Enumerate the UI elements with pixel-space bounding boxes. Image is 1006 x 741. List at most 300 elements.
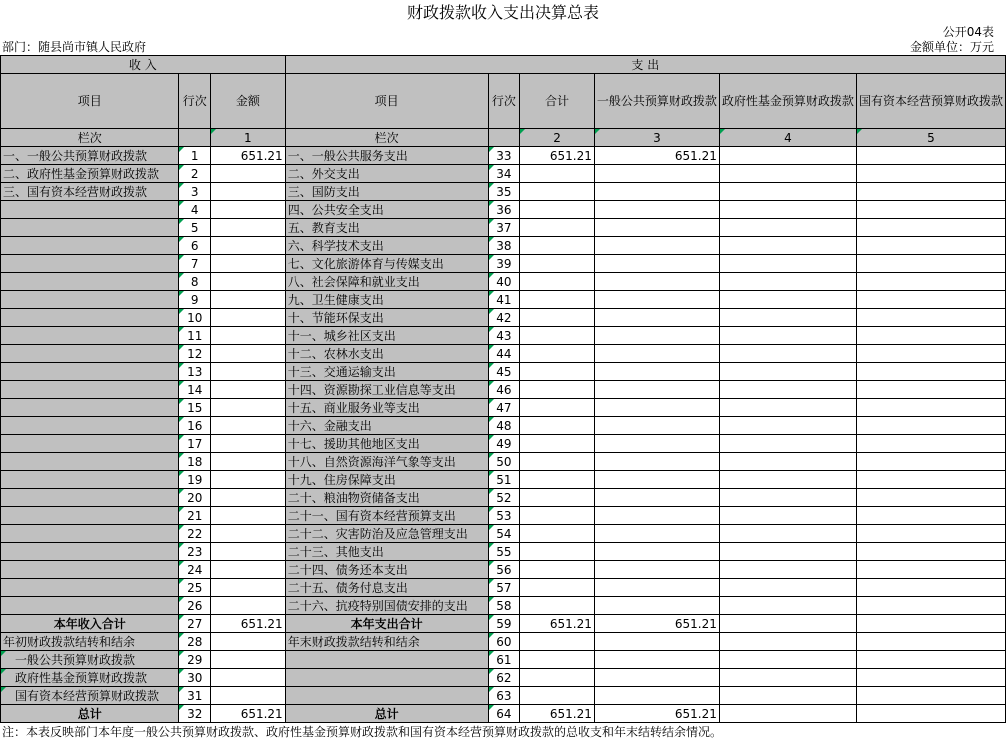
- table-row: [1, 597, 1006, 615]
- expense-row-number: 56: [488, 561, 520, 579]
- income-item-cell: [1, 291, 179, 309]
- income-row-number: 16: [179, 417, 211, 435]
- total-cell: [520, 507, 595, 525]
- state-capital-cell: [856, 237, 1005, 255]
- expense-item-cell: [285, 669, 488, 687]
- income-row-number: 22: [179, 525, 211, 543]
- income-amount-cell: [211, 273, 286, 291]
- unit-label: 金额单位：万元: [909, 40, 994, 54]
- income-amount-cell: [211, 579, 286, 597]
- income-row-number: 4: [179, 201, 211, 219]
- general-budget-cell: [594, 453, 719, 471]
- expense-item-cell: 七、文化旅游体育与传媒支出: [285, 255, 488, 273]
- income-item-cell: [1, 597, 179, 615]
- general-budget-cell: 651.21: [594, 615, 719, 633]
- expense-item-cell: 九、卫生健康支出: [285, 291, 488, 309]
- income-item-cell: [1, 543, 179, 561]
- income-row-number: 31: [179, 687, 211, 705]
- expense-row-number: 50: [488, 453, 520, 471]
- col-income-item: 项目: [1, 74, 179, 129]
- state-capital-cell: [856, 273, 1005, 291]
- expense-item-cell: 二十五、债务付息支出: [285, 579, 488, 597]
- total-cell: [520, 525, 595, 543]
- general-budget-cell: [594, 561, 719, 579]
- total-cell: 651.21: [520, 705, 595, 723]
- general-budget-cell: [594, 651, 719, 669]
- gov-fund-cell: [719, 615, 856, 633]
- state-capital-cell: [856, 705, 1005, 723]
- col-label-blank-1: [179, 129, 211, 147]
- expense-row-number: 34: [488, 165, 520, 183]
- general-budget-cell: [594, 273, 719, 291]
- table-row: [1, 273, 1006, 291]
- state-capital-cell: [856, 309, 1005, 327]
- total-cell: [520, 165, 595, 183]
- gov-fund-cell: [719, 165, 856, 183]
- gov-fund-cell: [719, 255, 856, 273]
- income-amount-cell: [211, 669, 286, 687]
- income-item-cell: [1, 579, 179, 597]
- general-budget-cell: [594, 219, 719, 237]
- income-row-number: 28: [179, 633, 211, 651]
- expense-row-number: 64: [488, 705, 520, 723]
- income-amount-cell: [211, 237, 286, 255]
- income-amount-cell: [211, 363, 286, 381]
- gov-fund-cell: [719, 435, 856, 453]
- gov-fund-cell: [719, 687, 856, 705]
- expense-item-cell: 二、外交支出: [285, 165, 488, 183]
- col-total: 合计: [520, 74, 595, 129]
- total-cell: [520, 651, 595, 669]
- gov-fund-cell: [719, 363, 856, 381]
- income-row-number: 27: [179, 615, 211, 633]
- expense-row-number: 33: [488, 147, 520, 165]
- expense-item-cell: 一、一般公共服务支出: [285, 147, 488, 165]
- income-row-number: 6: [179, 237, 211, 255]
- general-budget-cell: [594, 507, 719, 525]
- col-income-row-no: 行次: [179, 74, 211, 129]
- expense-item-cell: 年末财政拨款结转和结余: [285, 633, 488, 651]
- income-row-number: 14: [179, 381, 211, 399]
- expense-item-cell: 六、科学技术支出: [285, 237, 488, 255]
- income-item-cell: 三、国有资本经营财政拨款: [1, 183, 179, 201]
- total-cell: [520, 417, 595, 435]
- expense-item-cell: 十七、援助其他地区支出: [285, 435, 488, 453]
- expense-item-cell: 二十、粮油物资储备支出: [285, 489, 488, 507]
- expense-item-cell: 本年支出合计: [285, 615, 488, 633]
- expense-item-cell: 二十四、债务还本支出: [285, 561, 488, 579]
- state-capital-cell: [856, 381, 1005, 399]
- state-capital-cell: [856, 201, 1005, 219]
- expense-item-cell: 二十二、灾害防治及应急管理支出: [285, 525, 488, 543]
- general-budget-cell: [594, 633, 719, 651]
- expense-row-number: 42: [488, 309, 520, 327]
- table-row: [1, 543, 1006, 561]
- income-amount-cell: [211, 489, 286, 507]
- income-row-number: 3: [179, 183, 211, 201]
- general-budget-cell: [594, 255, 719, 273]
- table-row: [1, 507, 1006, 525]
- state-capital-cell: [856, 183, 1005, 201]
- income-item-cell: [1, 489, 179, 507]
- income-item-cell: [1, 345, 179, 363]
- income-row-number: 20: [179, 489, 211, 507]
- state-capital-cell: [856, 165, 1005, 183]
- income-header: 收 入: [1, 56, 286, 74]
- total-cell: [520, 363, 595, 381]
- expense-row-number: 41: [488, 291, 520, 309]
- general-budget-cell: [594, 687, 719, 705]
- table-row: [1, 615, 1006, 633]
- table-row: [1, 345, 1006, 363]
- state-capital-cell: [856, 255, 1005, 273]
- general-budget-cell: [594, 237, 719, 255]
- gov-fund-cell: [719, 507, 856, 525]
- income-row-number: 24: [179, 561, 211, 579]
- expense-item-cell: 十四、资源勘探工业信息等支出: [285, 381, 488, 399]
- income-amount-cell: [211, 453, 286, 471]
- table-row: [1, 669, 1006, 687]
- table-row: [1, 237, 1006, 255]
- income-row-number: 21: [179, 507, 211, 525]
- state-capital-cell: [856, 363, 1005, 381]
- total-cell: [520, 255, 595, 273]
- state-capital-cell: [856, 633, 1005, 651]
- expense-row-number: 40: [488, 273, 520, 291]
- state-capital-cell: [856, 561, 1005, 579]
- table-row: [1, 399, 1006, 417]
- expense-header: 支 出: [285, 56, 1005, 74]
- expense-row-number: 51: [488, 471, 520, 489]
- income-amount-cell: [211, 165, 286, 183]
- gov-fund-cell: [719, 327, 856, 345]
- fiscal-table: [0, 55, 1006, 723]
- general-budget-cell: [594, 435, 719, 453]
- income-item-cell: [1, 255, 179, 273]
- income-row-number: 18: [179, 453, 211, 471]
- total-cell: 651.21: [520, 615, 595, 633]
- state-capital-cell: [856, 417, 1005, 435]
- state-capital-cell: [856, 453, 1005, 471]
- income-item-cell: [1, 273, 179, 291]
- col-label-expense: 栏次: [285, 129, 488, 147]
- expense-row-number: 47: [488, 399, 520, 417]
- table-row: [1, 381, 1006, 399]
- income-item-cell: [1, 219, 179, 237]
- gov-fund-cell: [719, 291, 856, 309]
- gov-fund-cell: [719, 633, 856, 651]
- gov-fund-cell: [719, 651, 856, 669]
- general-budget-cell: [594, 399, 719, 417]
- expense-row-number: 48: [488, 417, 520, 435]
- expense-row-number: 45: [488, 363, 520, 381]
- col-income-amount: 金额: [211, 74, 286, 129]
- income-item-cell: [1, 435, 179, 453]
- gov-fund-cell: [719, 489, 856, 507]
- col-number-5: 5: [856, 129, 1005, 147]
- general-budget-cell: [594, 417, 719, 435]
- income-row-number: 17: [179, 435, 211, 453]
- gov-fund-cell: [719, 237, 856, 255]
- state-capital-cell: [856, 525, 1005, 543]
- income-item-cell: 国有资本经营预算财政拨款: [1, 687, 179, 705]
- table-row: [1, 255, 1006, 273]
- total-cell: [520, 471, 595, 489]
- table-row: [1, 651, 1006, 669]
- expense-row-number: 52: [488, 489, 520, 507]
- expense-item-cell: [285, 651, 488, 669]
- income-row-number: 1: [179, 147, 211, 165]
- income-item-cell: 一、一般公共预算财政拨款: [1, 147, 179, 165]
- total-cell: [520, 381, 595, 399]
- state-capital-cell: [856, 471, 1005, 489]
- total-cell: [520, 201, 595, 219]
- expense-item-cell: 总计: [285, 705, 488, 723]
- total-cell: [520, 219, 595, 237]
- total-cell: [520, 291, 595, 309]
- income-item-cell: 年初财政拨款结转和结余: [1, 633, 179, 651]
- general-budget-cell: [594, 489, 719, 507]
- total-cell: [520, 435, 595, 453]
- expense-item-cell: 四、公共安全支出: [285, 201, 488, 219]
- income-amount-cell: [211, 219, 286, 237]
- income-amount-cell: [211, 417, 286, 435]
- income-row-number: 7: [179, 255, 211, 273]
- table-row: [1, 309, 1006, 327]
- general-budget-cell: [594, 165, 719, 183]
- gov-fund-cell: [719, 579, 856, 597]
- income-item-cell: [1, 507, 179, 525]
- table-row: [1, 291, 1006, 309]
- gov-fund-cell: [719, 417, 856, 435]
- table-row: [1, 183, 1006, 201]
- income-amount-cell: [211, 201, 286, 219]
- general-budget-cell: [594, 363, 719, 381]
- expense-row-number: 59: [488, 615, 520, 633]
- total-cell: [520, 633, 595, 651]
- general-budget-cell: [594, 201, 719, 219]
- col-state-capital: 国有资本经营预算财政拨款: [856, 74, 1005, 129]
- table-row: [1, 705, 1006, 723]
- expense-row-number: 58: [488, 597, 520, 615]
- income-amount-cell: [211, 345, 286, 363]
- total-cell: [520, 327, 595, 345]
- general-budget-cell: [594, 543, 719, 561]
- income-item-cell: [1, 201, 179, 219]
- table-row: [1, 147, 1006, 165]
- income-row-number: 26: [179, 597, 211, 615]
- general-budget-cell: 651.21: [594, 705, 719, 723]
- col-label-income: 栏次: [1, 129, 179, 147]
- general-budget-cell: [594, 183, 719, 201]
- expense-row-number: 35: [488, 183, 520, 201]
- income-amount-cell: [211, 561, 286, 579]
- total-cell: [520, 561, 595, 579]
- state-capital-cell: [856, 597, 1005, 615]
- gov-fund-cell: [719, 561, 856, 579]
- col-number-2: 2: [520, 129, 595, 147]
- income-item-cell: [1, 381, 179, 399]
- col-label-blank-2: [488, 129, 520, 147]
- expense-item-cell: 二十六、抗疫特别国债安排的支出: [285, 597, 488, 615]
- income-amount-cell: [211, 543, 286, 561]
- total-cell: [520, 579, 595, 597]
- total-cell: [520, 543, 595, 561]
- report-title: 财政拨款收入支出决算总表: [406, 3, 599, 22]
- income-row-number: 5: [179, 219, 211, 237]
- income-item-cell: [1, 363, 179, 381]
- general-budget-cell: [594, 381, 719, 399]
- total-cell: [520, 273, 595, 291]
- state-capital-cell: [856, 651, 1005, 669]
- income-item-cell: 总计: [1, 705, 179, 723]
- gov-fund-cell: [719, 147, 856, 165]
- income-amount-cell: [211, 435, 286, 453]
- state-capital-cell: [856, 291, 1005, 309]
- income-row-number: 11: [179, 327, 211, 345]
- table-row: [1, 687, 1006, 705]
- income-item-cell: 政府性基金预算财政拨款: [1, 669, 179, 687]
- table-row: [1, 525, 1006, 543]
- income-item-cell: 本年收入合计: [1, 615, 179, 633]
- expense-item-cell: 十八、自然资源海洋气象等支出: [285, 453, 488, 471]
- state-capital-cell: [856, 435, 1005, 453]
- expense-row-number: 49: [488, 435, 520, 453]
- department-label: 部门：随县尚市镇人民政府: [2, 40, 147, 54]
- expense-item-cell: 八、社会保障和就业支出: [285, 273, 488, 291]
- general-budget-cell: [594, 309, 719, 327]
- state-capital-cell: [856, 327, 1005, 345]
- table-row: [1, 201, 1006, 219]
- state-capital-cell: [856, 345, 1005, 363]
- expense-row-number: 39: [488, 255, 520, 273]
- table-row: [1, 327, 1006, 345]
- expense-row-number: 44: [488, 345, 520, 363]
- total-cell: [520, 489, 595, 507]
- footnote: 注：本表反映部门本年度一般公共预算财政拨款、政府性基金预算财政拨款和国有资本经营预算财政拨款的总收支和年末结转结余情况。: [2, 725, 723, 739]
- gov-fund-cell: [719, 543, 856, 561]
- income-item-cell: [1, 327, 179, 345]
- table-row: [1, 579, 1006, 597]
- expense-row-number: 36: [488, 201, 520, 219]
- form-number: 公开04表: [942, 25, 994, 39]
- general-budget-cell: [594, 327, 719, 345]
- total-cell: [520, 597, 595, 615]
- table-row: [1, 561, 1006, 579]
- table-row: [1, 435, 1006, 453]
- general-budget-cell: [594, 669, 719, 687]
- expense-item-cell: 二十三、其他支出: [285, 543, 488, 561]
- gov-fund-cell: [719, 183, 856, 201]
- income-amount-cell: 651.21: [211, 615, 286, 633]
- expense-item-cell: 十、节能环保支出: [285, 309, 488, 327]
- income-amount-cell: [211, 651, 286, 669]
- state-capital-cell: [856, 579, 1005, 597]
- general-budget-cell: [594, 597, 719, 615]
- gov-fund-cell: [719, 471, 856, 489]
- expense-row-number: 38: [488, 237, 520, 255]
- col-general-budget: 一般公共预算财政拨款: [594, 74, 719, 129]
- total-cell: [520, 669, 595, 687]
- income-item-cell: [1, 453, 179, 471]
- expense-item-cell: 三、国防支出: [285, 183, 488, 201]
- gov-fund-cell: [719, 309, 856, 327]
- expense-row-number: 62: [488, 669, 520, 687]
- state-capital-cell: [856, 507, 1005, 525]
- expense-item-cell: 二十一、国有资本经营预算支出: [285, 507, 488, 525]
- table-row: [1, 453, 1006, 471]
- table-row: [1, 363, 1006, 381]
- col-gov-fund: 政府性基金预算财政拨款: [719, 74, 856, 129]
- income-amount-cell: [211, 525, 286, 543]
- total-cell: [520, 183, 595, 201]
- expense-item-cell: 十二、农林水支出: [285, 345, 488, 363]
- income-amount-cell: [211, 471, 286, 489]
- col-expense-item: 项目: [285, 74, 488, 129]
- expense-row-number: 37: [488, 219, 520, 237]
- income-row-number: 29: [179, 651, 211, 669]
- gov-fund-cell: [719, 399, 856, 417]
- income-item-cell: [1, 417, 179, 435]
- total-cell: [520, 237, 595, 255]
- gov-fund-cell: [719, 381, 856, 399]
- table-row: [1, 219, 1006, 237]
- income-amount-cell: [211, 291, 286, 309]
- income-amount-cell: [211, 507, 286, 525]
- income-row-number: 23: [179, 543, 211, 561]
- expense-item-cell: 十九、住房保障支出: [285, 471, 488, 489]
- general-budget-cell: [594, 291, 719, 309]
- col-number-1: 1: [211, 129, 286, 147]
- general-budget-cell: 651.21: [594, 147, 719, 165]
- income-row-number: 30: [179, 669, 211, 687]
- expense-item-cell: 十三、交通运输支出: [285, 363, 488, 381]
- income-row-number: 25: [179, 579, 211, 597]
- income-amount-cell: [211, 183, 286, 201]
- general-budget-cell: [594, 525, 719, 543]
- state-capital-cell: [856, 687, 1005, 705]
- state-capital-cell: [856, 669, 1005, 687]
- expense-row-number: 43: [488, 327, 520, 345]
- income-row-number: 13: [179, 363, 211, 381]
- income-row-number: 15: [179, 399, 211, 417]
- expense-item-cell: 十一、城乡社区支出: [285, 327, 488, 345]
- expense-row-number: 55: [488, 543, 520, 561]
- table-row: [1, 471, 1006, 489]
- income-amount-cell: [211, 633, 286, 651]
- total-cell: [520, 453, 595, 471]
- income-row-number: 8: [179, 273, 211, 291]
- state-capital-cell: [856, 543, 1005, 561]
- expense-row-number: 61: [488, 651, 520, 669]
- state-capital-cell: [856, 399, 1005, 417]
- income-row-number: 9: [179, 291, 211, 309]
- income-amount-cell: [211, 381, 286, 399]
- income-row-number: 19: [179, 471, 211, 489]
- general-budget-cell: [594, 579, 719, 597]
- gov-fund-cell: [719, 453, 856, 471]
- gov-fund-cell: [719, 345, 856, 363]
- col-number-3: 3: [594, 129, 719, 147]
- table-row: [1, 489, 1006, 507]
- gov-fund-cell: [719, 201, 856, 219]
- expense-row-number: 57: [488, 579, 520, 597]
- income-amount-cell: 651.21: [211, 147, 286, 165]
- col-number-4: 4: [719, 129, 856, 147]
- income-amount-cell: [211, 309, 286, 327]
- expense-row-number: 53: [488, 507, 520, 525]
- income-row-number: 10: [179, 309, 211, 327]
